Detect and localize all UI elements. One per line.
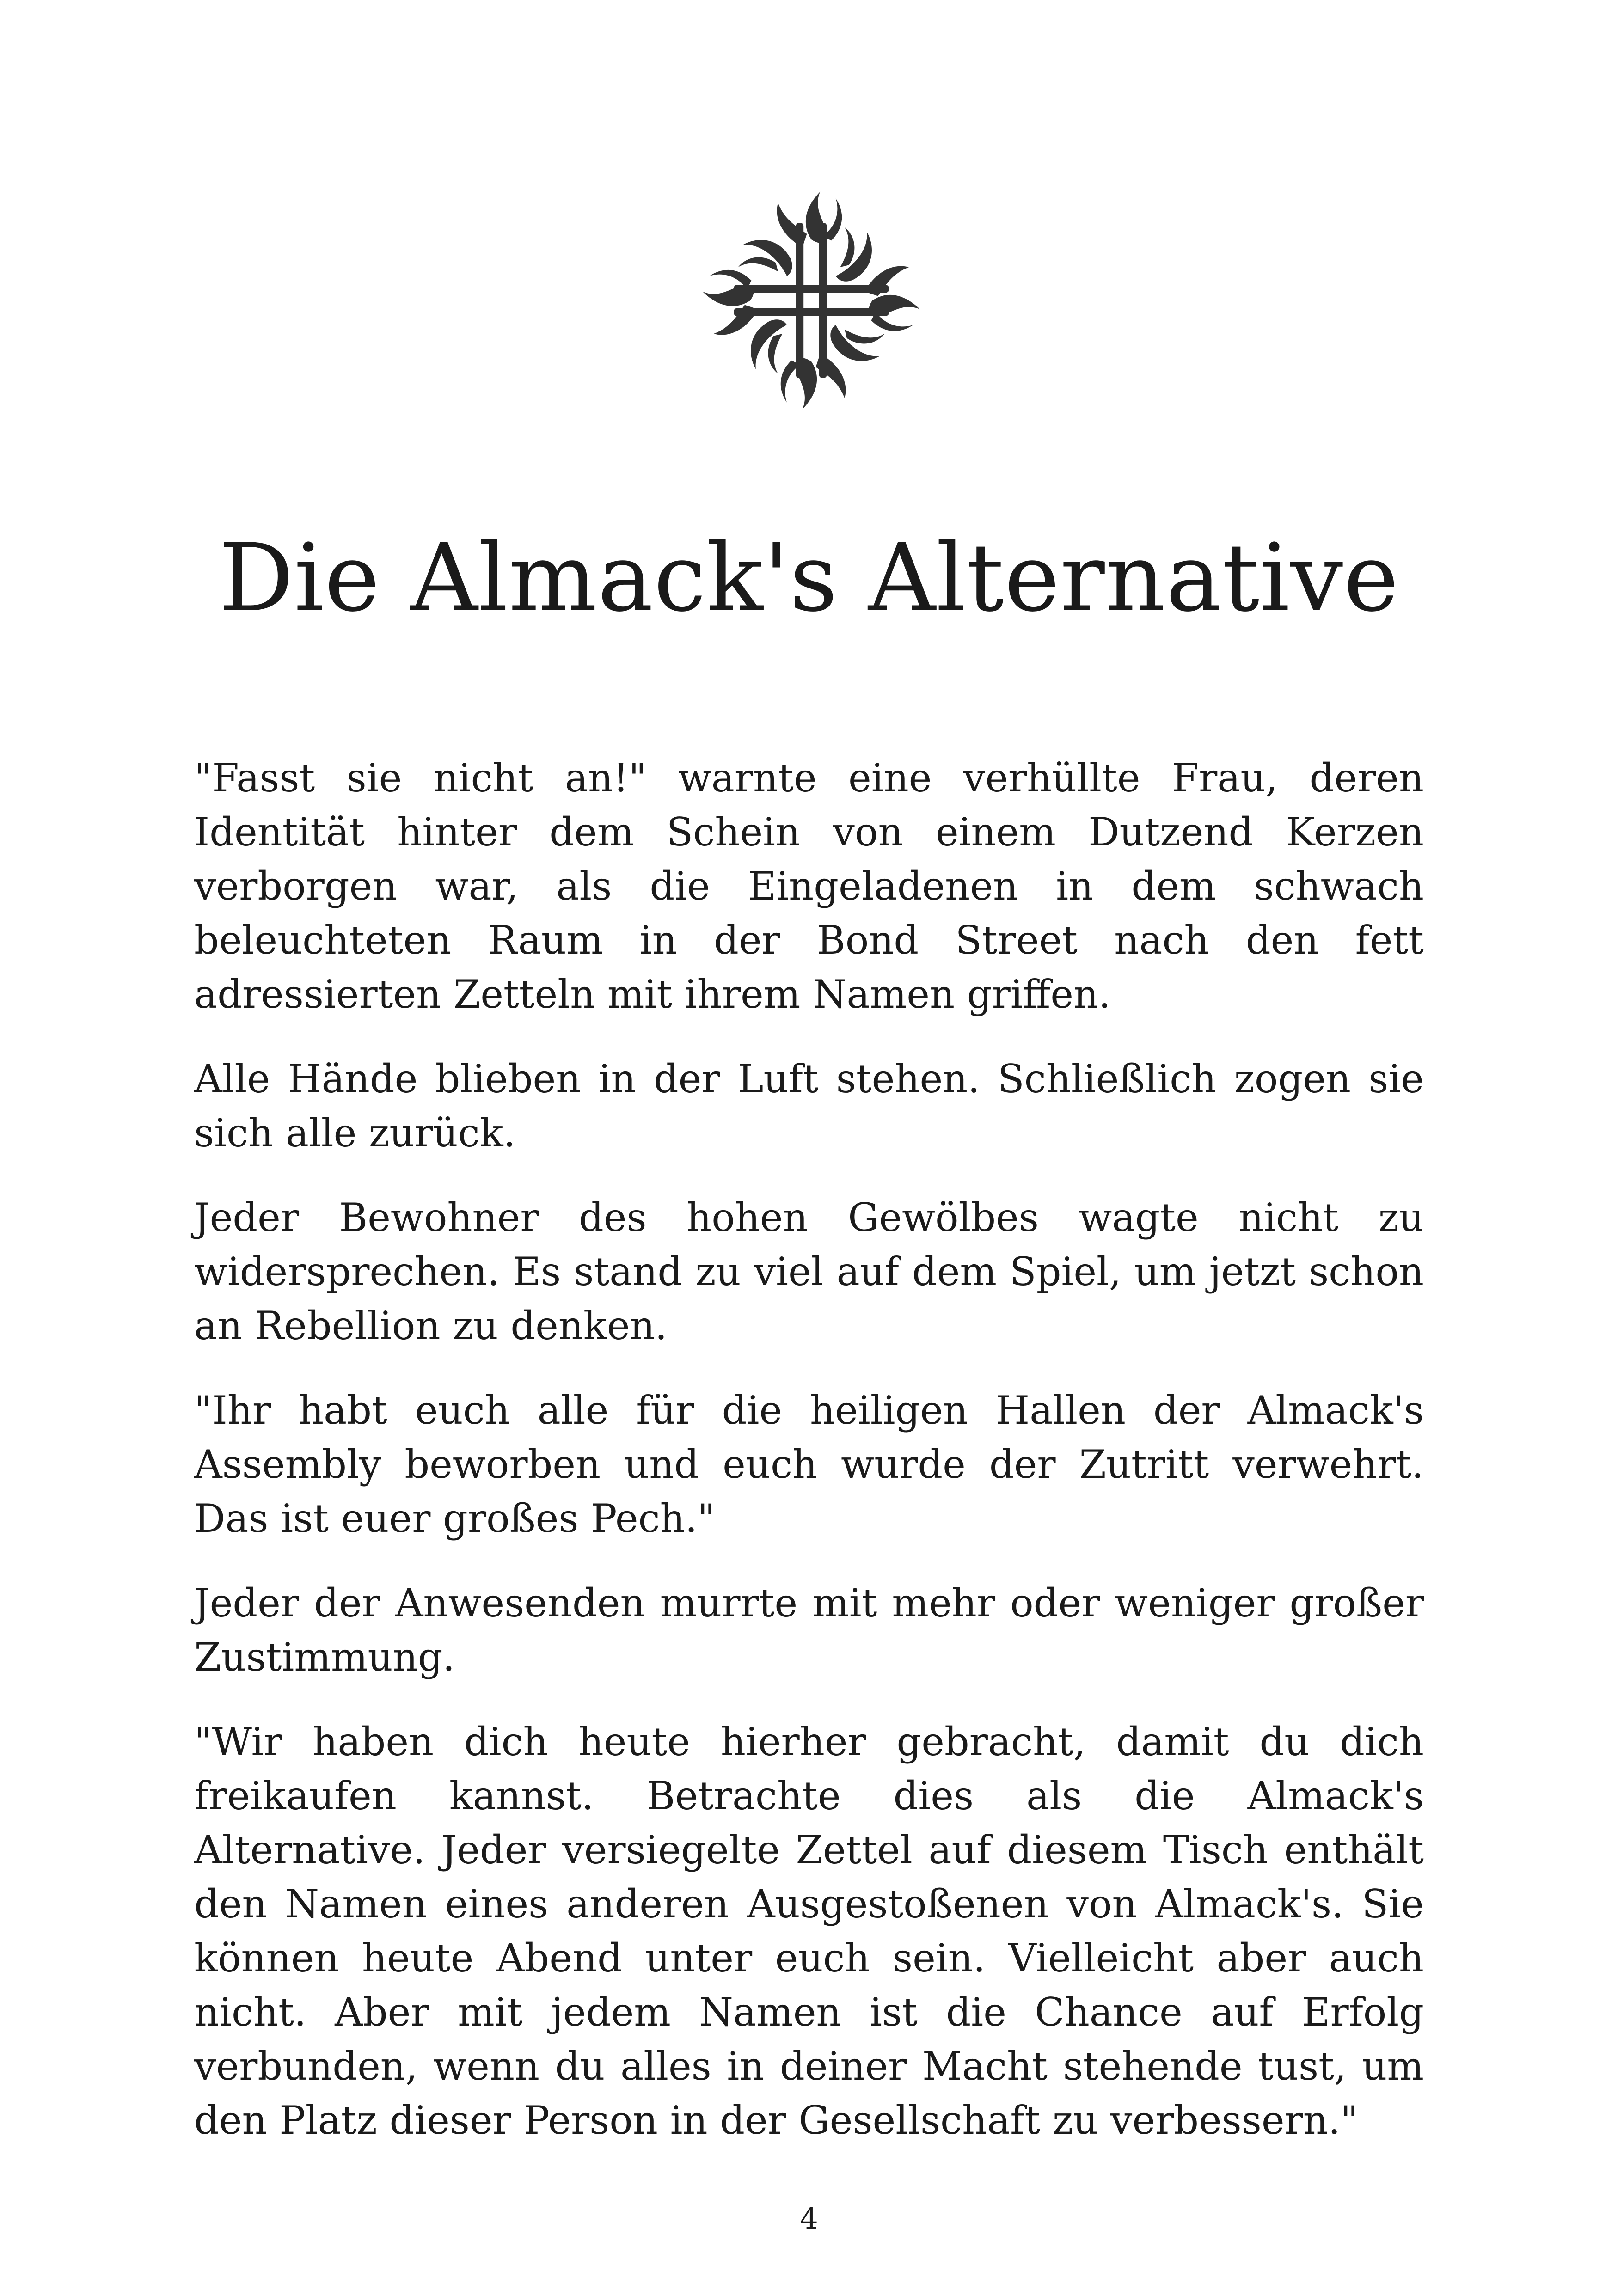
paragraph: "Wir haben dich heute hierher gebracht, damit du dich freikaufen kannst. Betrachte dies als die Almack's Alternative. Jeder versiegelte Zettel auf diesem Tisch enthält den Namen eines anderen Ausgestoßenen von Almack's. Sie können heute Abend unter euch sein. Vielleicht aber auch nicht. Aber mit jedem Namen ist die Chance auf Erfolg verbunden, wenn du alles in deiner Macht stehende tust, um den Platz dieser Person in der Gesellschaft zu verbessern.": [194, 1719, 1424, 2143]
paragraph: "Fasst sie nicht an!" warnte eine verhüllte Frau, deren Identität hinter dem Schein von einem Dutzend Kerzen verborgen war, als die Eingeladenen in dem schwach beleuchteten Raum in der Bond Street nach den fett adressierten Zetteln mit ihrem Namen griffen.: [194, 755, 1424, 1017]
chapter-body: [194, 751, 1424, 2178]
chapter-title: Die Almack's Alternative: [219, 523, 1399, 632]
paragraph: Jeder der Anwesenden murrte mit mehr oder weniger großer Zustimmung.: [194, 1580, 1424, 1680]
page-number: 4: [800, 2202, 818, 2235]
paragraph: Jeder Bewohner des hohen Gewölbes wagte nicht zu widersprechen. Es stand zu viel auf dem Spiel, um jetzt schon an Rebellion zu denken.: [194, 1195, 1424, 1348]
paragraph: Alle Hände blieben in der Luft stehen. Schließlich zogen sie sich alle zurück.: [194, 1056, 1424, 1156]
floral-cross-ornament-icon: [700, 190, 922, 411]
paragraph: "Ihr habt euch alle für die heiligen Hallen der Almack's Assembly beworben und euch wurde der Zutritt verwehrt. Das ist euer großes Pech.": [194, 1388, 1424, 1541]
